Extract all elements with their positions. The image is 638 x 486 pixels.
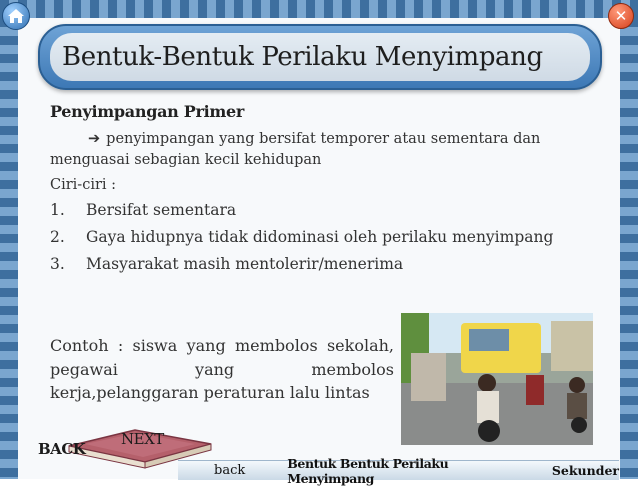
- list-item: [50, 197, 595, 224]
- bottom-back-link[interactable]: back: [214, 463, 246, 478]
- arrow-right-icon: ➔: [88, 131, 101, 147]
- list-item: [50, 251, 595, 278]
- close-button[interactable]: [608, 3, 634, 29]
- ciri-list: [50, 197, 595, 278]
- traffic-scene-illustration: [401, 313, 593, 445]
- list-item-number: 3.: [50, 255, 65, 273]
- bottom-navigation: [178, 455, 619, 486]
- list-item-text: Gaya hidupnya tidak didominasi oleh perilaku menyimpang: [86, 228, 554, 246]
- frame-top-border: [0, 0, 638, 18]
- definition-body: penyimpangan yang bersifat temporer atau sementara dan menguasai sebagian kecil kehidupan: [50, 131, 541, 168]
- ciri-label: Ciri-ciri :: [50, 177, 117, 193]
- traffic-photo: [401, 313, 593, 445]
- next-button[interactable]: NEXT: [121, 430, 164, 448]
- home-button[interactable]: [2, 2, 30, 30]
- page-title: Bentuk-Bentuk Perilaku Menyimpang: [62, 42, 543, 72]
- contoh-text: Contoh : siswa yang membolos sekolah, pegawai yang membolos kerja,pelanggaran peraturan lalu lintas: [50, 336, 394, 402]
- list-item-number: 2.: [50, 228, 65, 246]
- list-item-text: Masyarakat masih mentolerir/menerima: [86, 255, 404, 273]
- bottom-current-page: Bentuk Bentuk Perilaku Menyimpang: [287, 455, 449, 486]
- list-item-number: 1.: [50, 201, 65, 219]
- frame-left-border: [0, 18, 18, 479]
- title-inner: [50, 33, 590, 81]
- frame-right-border: [620, 18, 638, 479]
- bottom-sekunder-link[interactable]: Sekunder: [551, 463, 619, 478]
- definition-text: [50, 129, 595, 171]
- close-icon: ✕: [614, 7, 628, 25]
- title-banner: [38, 24, 602, 90]
- list-item: [50, 224, 595, 251]
- main-content: [50, 102, 595, 278]
- home-icon: [7, 8, 25, 24]
- back-button[interactable]: BACK: [38, 440, 86, 458]
- list-item-text: Bersifat sementara: [86, 201, 237, 219]
- section-subheading: Penyimpangan Primer: [50, 102, 245, 121]
